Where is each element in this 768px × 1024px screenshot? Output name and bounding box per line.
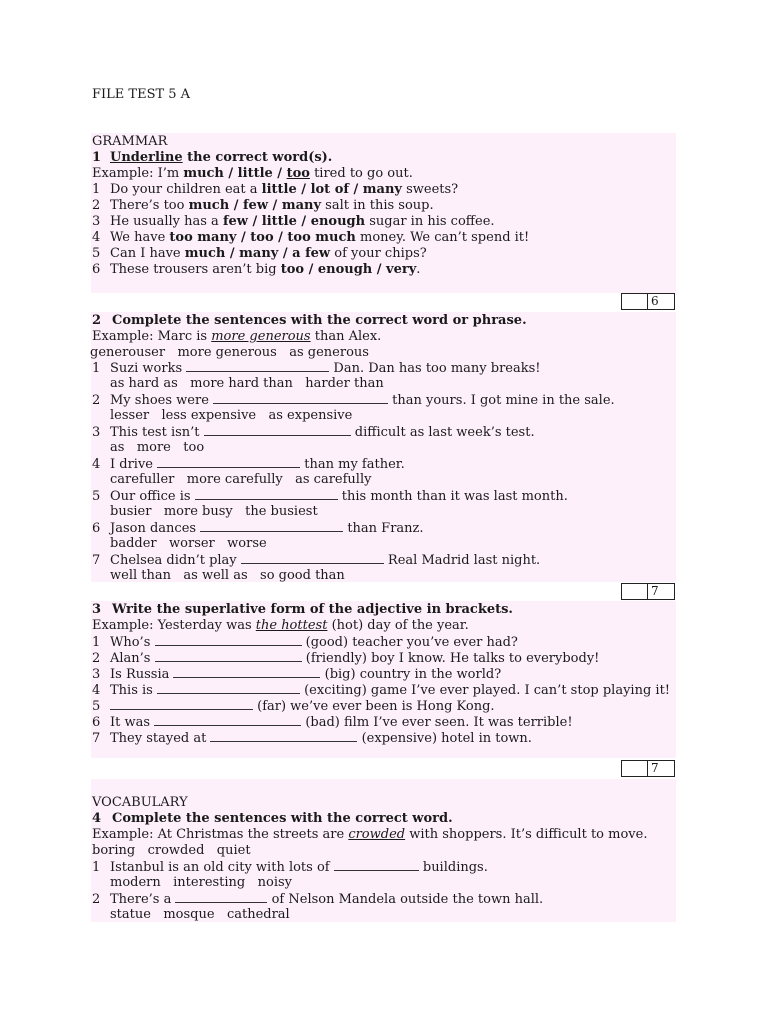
answer-blank[interactable]: [173, 666, 320, 678]
item-text: (big) country in the world?: [320, 667, 502, 682]
ex3-item: [92, 730, 532, 747]
item-number: 6: [92, 521, 101, 536]
answer-blank[interactable]: [110, 698, 253, 710]
ex3-number: 3: [92, 602, 102, 617]
ex3-item: [92, 698, 495, 715]
item-text: (exciting) game I’ve ever played. I can’t stop playing it!: [299, 683, 671, 698]
item-text: Our office is: [110, 489, 195, 504]
ex1-example-options: much / little /: [183, 166, 287, 181]
answer-blank[interactable]: [155, 634, 302, 646]
item-number: 4: [92, 683, 101, 698]
item-number: 4: [92, 230, 101, 245]
ex3-instruction-text: Write the superlative form of the adjective in brackets.: [112, 602, 513, 617]
ex2-example-post: than Alex.: [310, 329, 382, 344]
item-text: He usually has a: [110, 214, 223, 229]
item-text: Chelsea didn’t play: [110, 553, 241, 568]
item-text: of Nelson Mandela outside the town hall.: [267, 892, 544, 907]
item-text: Who’s: [110, 635, 155, 650]
ex2-item: [92, 520, 424, 537]
item-text: sweets?: [401, 182, 459, 197]
item-number: 7: [92, 731, 101, 746]
ex3-item: [92, 634, 518, 651]
ex2-item: [92, 456, 405, 473]
item-number: 2: [92, 393, 101, 408]
item-options: badder worser worse: [110, 536, 267, 551]
item-text: They stayed at: [110, 731, 211, 746]
ex3-example-pre: Example: Yesterday was: [92, 618, 256, 633]
item-options: as more too: [110, 440, 205, 455]
item-number: 2: [92, 198, 101, 213]
ex2-score-total: 7: [647, 583, 676, 600]
ex4-example-pre: Example: At Christmas the streets are: [92, 827, 349, 842]
ex4-instruction: [92, 811, 453, 827]
answer-blank[interactable]: [157, 456, 300, 468]
ex3-instruction: [92, 602, 513, 618]
item-options: busier more busy the busiest: [110, 504, 318, 519]
item-text: of your chips?: [330, 246, 427, 261]
ex1-item: [92, 262, 420, 278]
ex1-instruction-underline: Underline: [110, 150, 183, 165]
ex4-example: [92, 827, 647, 843]
answer-blank[interactable]: [154, 714, 301, 726]
item-text: .: [416, 262, 421, 277]
item-options[interactable]: too many / too / too much: [169, 230, 356, 245]
item-options: statue mosque cathedral: [110, 907, 290, 922]
answer-blank[interactable]: [334, 859, 419, 871]
item-options: well than as well as so good than: [110, 568, 345, 583]
item-text: Is Russia: [110, 667, 174, 682]
item-text: There’s a: [110, 892, 176, 907]
item-text: Can I have: [110, 246, 185, 261]
ex1-instruction-rest: the correct word(s).: [182, 150, 333, 165]
ex2-number: 2: [92, 313, 102, 328]
item-text: than my father.: [300, 457, 405, 472]
grammar-heading: GRAMMAR: [92, 134, 168, 149]
ex2-item: [92, 360, 541, 377]
item-text: sugar in his coffee.: [365, 214, 495, 229]
ex1-item: [92, 182, 458, 198]
item-text: difficult as last week’s test.: [350, 425, 535, 440]
item-text: (far) we’ve ever been is Hong Kong.: [253, 699, 495, 714]
ex2-score-box[interactable]: [621, 583, 675, 600]
item-text: this month than it was last month.: [337, 489, 568, 504]
ex4-item-options: [110, 875, 292, 891]
ex2-item-options: [110, 440, 204, 456]
ex1-item: [92, 198, 434, 214]
item-text: Dan. Dan has too many breaks!: [329, 361, 541, 376]
ex1-item: [92, 246, 427, 262]
item-text: (bad) film I’ve ever seen. It was terrible!: [301, 715, 573, 730]
ex2-item: [92, 488, 568, 505]
ex2-instruction: [92, 313, 527, 329]
item-number: 5: [92, 489, 101, 504]
ex4-item: [92, 891, 543, 908]
item-number: 2: [92, 651, 101, 666]
item-number: 6: [92, 715, 101, 730]
ex2-item-options: [110, 536, 267, 552]
ex3-score-box[interactable]: [621, 760, 675, 777]
item-text: It was: [110, 715, 155, 730]
item-number: 7: [92, 553, 101, 568]
item-text: (good) teacher you’ve ever had?: [301, 635, 518, 650]
item-number: 1: [92, 635, 101, 650]
item-text: money. We can’t spend it!: [355, 230, 530, 245]
answer-blank[interactable]: [186, 360, 329, 372]
item-options: modern interesting noisy: [110, 875, 293, 890]
ex3-item: [92, 682, 670, 699]
answer-blank[interactable]: [175, 891, 267, 903]
item-options[interactable]: little / lot of / many: [261, 182, 402, 197]
answer-blank[interactable]: [200, 520, 343, 532]
item-options: carefuller more carefully as carefully: [110, 472, 372, 487]
item-text: There’s too: [110, 198, 189, 213]
item-number: 3: [92, 214, 101, 229]
item-number: 1: [92, 182, 101, 197]
ex2-instruction-text: Complete the sentences with the correct word or phrase.: [112, 313, 527, 328]
ex2-example-answer: more generous: [211, 329, 311, 344]
ex1-instruction: [92, 150, 332, 166]
item-text: Istanbul is an old city with lots of: [110, 860, 334, 875]
ex3-example-post: (hot) day of the year.: [327, 618, 469, 633]
ex3-score-total: 7: [647, 760, 676, 777]
answer-blank[interactable]: [195, 488, 338, 500]
ex1-example-post: tired to go out.: [309, 166, 413, 181]
item-number: 3: [92, 667, 101, 682]
ex2-example: [92, 329, 381, 345]
item-options: lesser less expensive as expensive: [110, 408, 353, 423]
item-text: (friendly) boy I know. He talks to everybody!: [301, 651, 600, 666]
page-title: FILE TEST 5 A: [92, 87, 191, 102]
item-text: I drive: [110, 457, 158, 472]
ex4-example-answer: crowded: [348, 827, 406, 842]
item-number: 2: [92, 892, 101, 907]
ex2-example-pre: Example: Marc is: [92, 329, 212, 344]
item-text: These trousers aren’t big: [110, 262, 281, 277]
ex2-item-options: [110, 408, 352, 424]
item-text: Suzi works: [110, 361, 187, 376]
answer-blank[interactable]: [155, 650, 302, 662]
answer-blank[interactable]: [210, 730, 357, 742]
answer-blank[interactable]: [204, 424, 351, 436]
item-text: salt in this soup.: [321, 198, 434, 213]
item-text: Do your children eat a: [110, 182, 262, 197]
ex3-item: [92, 714, 573, 731]
ex2-item-options: [110, 376, 384, 392]
item-options[interactable]: much / many / a few: [184, 246, 331, 261]
item-options: as hard as more hard than harder than: [110, 376, 384, 391]
item-number: 6: [92, 262, 101, 277]
ex4-number: 4: [92, 811, 102, 826]
ex3-item: [92, 650, 599, 667]
item-number: 5: [92, 699, 101, 714]
ex1-score-box[interactable]: [621, 293, 675, 310]
item-options[interactable]: too / enough / very: [280, 262, 417, 277]
ex3-example-answer: the hottest: [255, 618, 328, 633]
ex1-score-total: 6: [647, 293, 676, 310]
ex2-item: [92, 424, 535, 441]
item-text: Jason dances: [110, 521, 201, 536]
answer-blank[interactable]: [241, 552, 384, 564]
ex2-item-options: [110, 504, 318, 520]
ex4-example-post: with shoppers. It’s difficult to move.: [405, 827, 648, 842]
ex2-item: [92, 552, 540, 569]
item-number: 3: [92, 425, 101, 440]
ex1-example-pre: Example: I’m: [92, 166, 184, 181]
item-text: Real Madrid last night.: [383, 553, 541, 568]
item-number: 1: [92, 361, 101, 376]
item-text: My shoes were: [110, 393, 214, 408]
item-text: This test isn’t: [110, 425, 204, 440]
ex1-example: [92, 166, 413, 182]
vocabulary-heading: VOCABULARY: [92, 795, 188, 810]
item-text: We have: [110, 230, 170, 245]
ex2-item-options: [110, 568, 345, 584]
ex1-item: [92, 230, 529, 246]
item-options[interactable]: much / few / many: [188, 198, 322, 213]
item-text: This is: [110, 683, 157, 698]
item-number: 5: [92, 246, 101, 261]
answer-blank[interactable]: [157, 682, 300, 694]
ex1-item: [92, 214, 495, 230]
ex1-example-answer: too: [286, 166, 310, 181]
ex4-instruction-text: Complete the sentences with the correct word.: [112, 811, 453, 826]
item-number: 1: [92, 860, 101, 875]
ex3-example: [92, 618, 469, 634]
ex4-item-options: [110, 907, 290, 923]
ex2-item-options: [110, 472, 371, 488]
ex4-example-options: boring crowded quiet: [92, 843, 251, 858]
ex2-item: [92, 392, 615, 409]
item-options[interactable]: few / little / enough: [222, 214, 366, 229]
ex1-number: 1: [92, 150, 102, 165]
item-text: than yours. I got mine in the sale.: [388, 393, 615, 408]
item-text: Alan’s: [110, 651, 155, 666]
item-number: 4: [92, 457, 101, 472]
ex4-item: [92, 859, 488, 876]
answer-blank[interactable]: [213, 392, 388, 404]
item-text: than Franz.: [343, 521, 424, 536]
item-text: (expensive) hotel in town.: [357, 731, 532, 746]
item-text: buildings.: [418, 860, 488, 875]
ex2-example-options: generouser more generous as generous: [90, 345, 369, 360]
ex3-item: [92, 666, 501, 683]
